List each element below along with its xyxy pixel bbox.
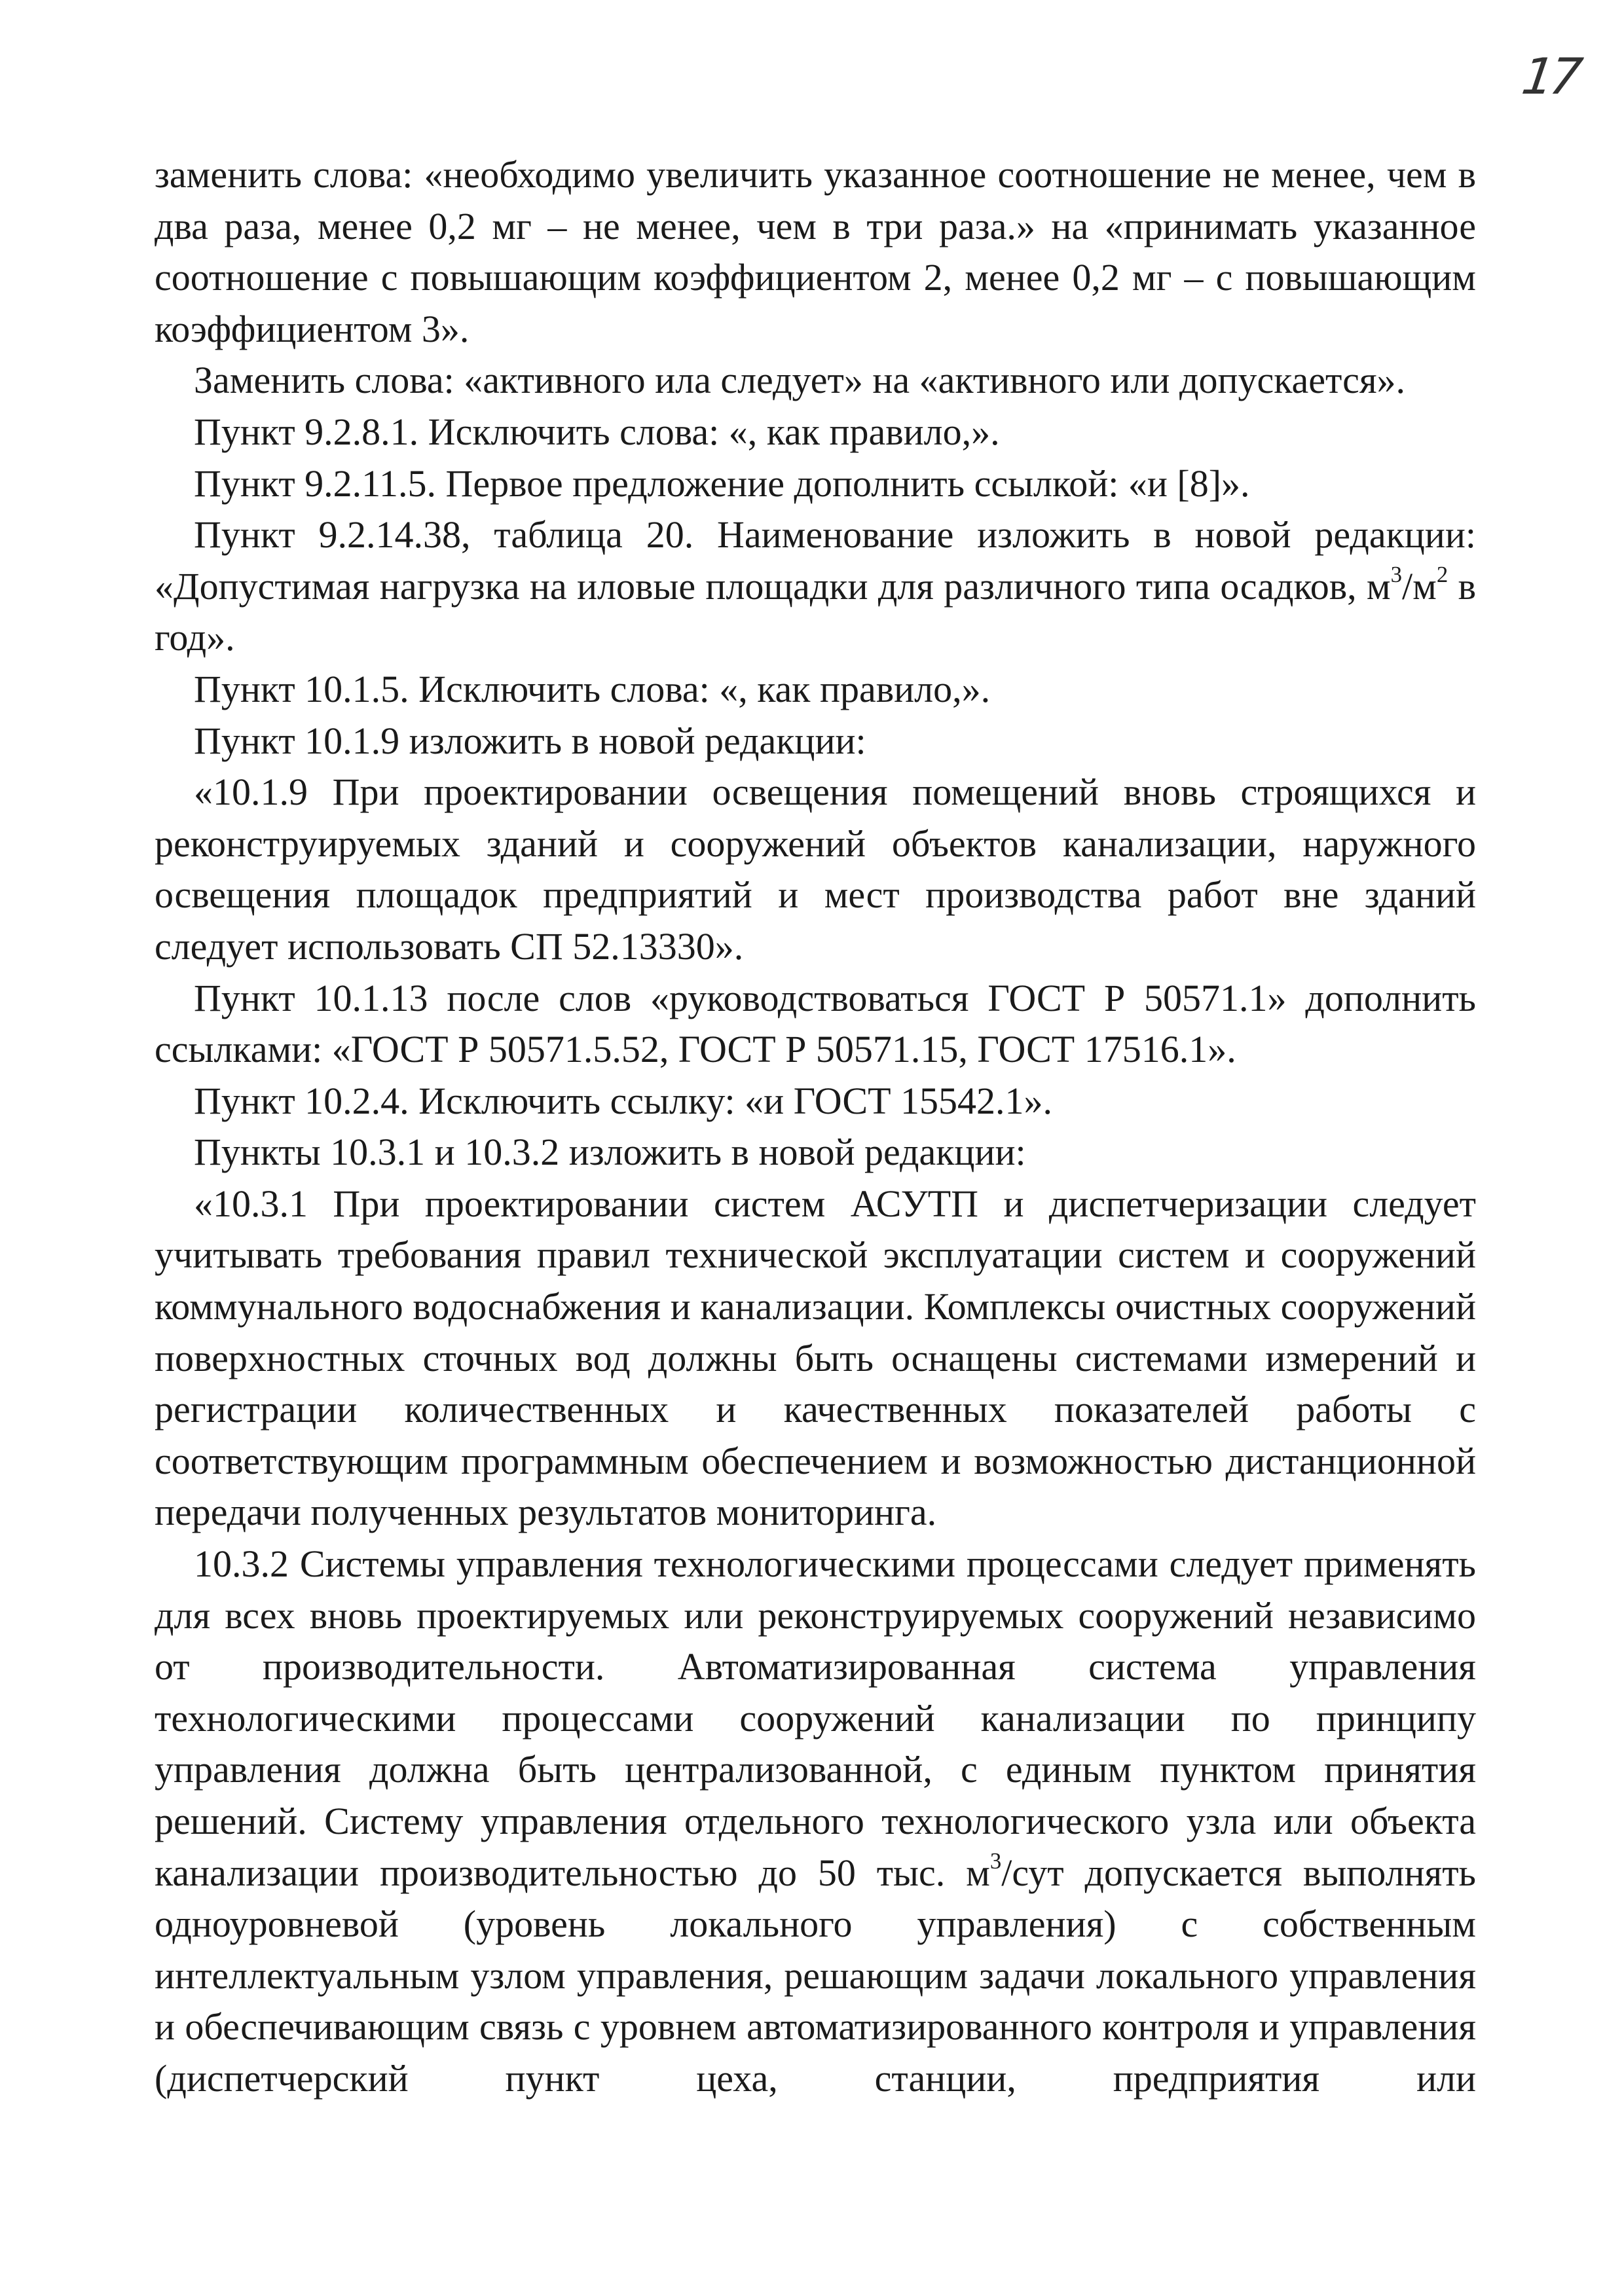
superscript-square: 2 bbox=[1436, 561, 1449, 587]
paragraph-10-1-9-text: «10.1.9 При проектировании освещения помещений вновь строящихся и реконструируемых зданий и сооружений объектов канализации, наружного освещения площадок предприятий и мест производства работ вне зданий следует использовать СП 52.13330». bbox=[155, 771, 1476, 968]
paragraph-10-1-9-intro: Пункт 10.1.9 изложить в новой редакции: bbox=[194, 719, 866, 762]
paragraph-9-2-14-38 bbox=[155, 509, 1476, 664]
superscript-cubic-2: 3 bbox=[989, 1848, 1002, 1874]
document-body bbox=[155, 149, 1476, 2105]
paragraph-replace-sludge: Заменить слова: «активного ила следует» на «активного или допускается». bbox=[194, 359, 1405, 402]
unit-per-square: /м bbox=[1402, 564, 1437, 608]
page-number: 17 bbox=[1518, 47, 1582, 105]
paragraph-10-1-5: Пункт 10.1.5. Исключить слова: «, как правило,». bbox=[194, 667, 991, 710]
paragraph-10-3-2-text bbox=[155, 1539, 1476, 2105]
superscript-cubic: 3 bbox=[1390, 561, 1403, 587]
paragraph-10-1-13: Пункт 10.1.13 после слов «руководствоваться ГОСТ Р 50571.1» дополнить ссылками: «ГОСТ Р 50571.5.52, ГОСТ Р 50571.15, ГОСТ 17516.1». bbox=[155, 976, 1476, 1071]
paragraph-9-2-14-38-text: Пункт 9.2.14.38, таблица 20. Наименование изложить в новой редакции: «Допустимая нагрузка на иловые площадки для различного типа осадков, м bbox=[155, 513, 1476, 608]
paragraph-replace-ratio: заменить слова: «необходимо увеличить указанное соотношение не менее, чем в два раза, менее 0,2 мг – не менее, чем в три раза.» на «принимать указанное соотношение с повышающим коэффициентом 2, менее 0,2 мг – с повышающим коэффициентом 3». bbox=[155, 153, 1476, 350]
paragraph-10-3-1-text: «10.3.1 При проектировании систем АСУТП и диспетчеризации следует учитывать требования правил технической эксплуатации систем и сооружений коммунального водоснабжения и канализации. Комплексы очистных сооружений поверхностных сточных вод должны быть оснащены системами измерений и регистрации количественных и качественных показателей работы с соответствующим программным обеспечением и возможностью дистанционной передачи полученных результатов мониторинга. bbox=[155, 1182, 1476, 1534]
paragraph-9-2-11-5: Пункт 9.2.11.5. Первое предложение дополнить ссылкой: «и [8]». bbox=[194, 462, 1250, 505]
paragraph-10-3-2-text-a: 10.3.2 Системы управления технологическими процессами следует применять для всех вновь проектируемых или реконструируемых сооружений независимо от производительности. Автоматизированная система управления технологическими процессами сооружений канализации по принципу управления должна быть централизованной, с единым пунктом принятия решений. Систему управления отдельного технологического узла или объекта канализации производительностью до 50 тыс. м bbox=[155, 1542, 1476, 1894]
paragraph-10-3-2-text-b: /сут допускается выполнять одноуровневой (уровень локального управления) с собственным интеллектуальным узлом управления, решающим задачи локального управления и обеспечивающим связь с уровнем автоматизированного контроля и управления (диспетчерский пункт цеха, станции, предприятия или bbox=[155, 1851, 1476, 2100]
paragraph-9-2-8-1: Пункт 9.2.8.1. Исключить слова: «, как правило,». bbox=[194, 410, 1000, 453]
paragraph-10-3-intro: Пункты 10.3.1 и 10.3.2 изложить в новой редакции: bbox=[194, 1131, 1026, 1174]
paragraph-10-2-4: Пункт 10.2.4. Исключить ссылку: «и ГОСТ 15542.1». bbox=[194, 1079, 1053, 1122]
paragraph-9-2-14-38-tail: в год». bbox=[155, 564, 1476, 659]
